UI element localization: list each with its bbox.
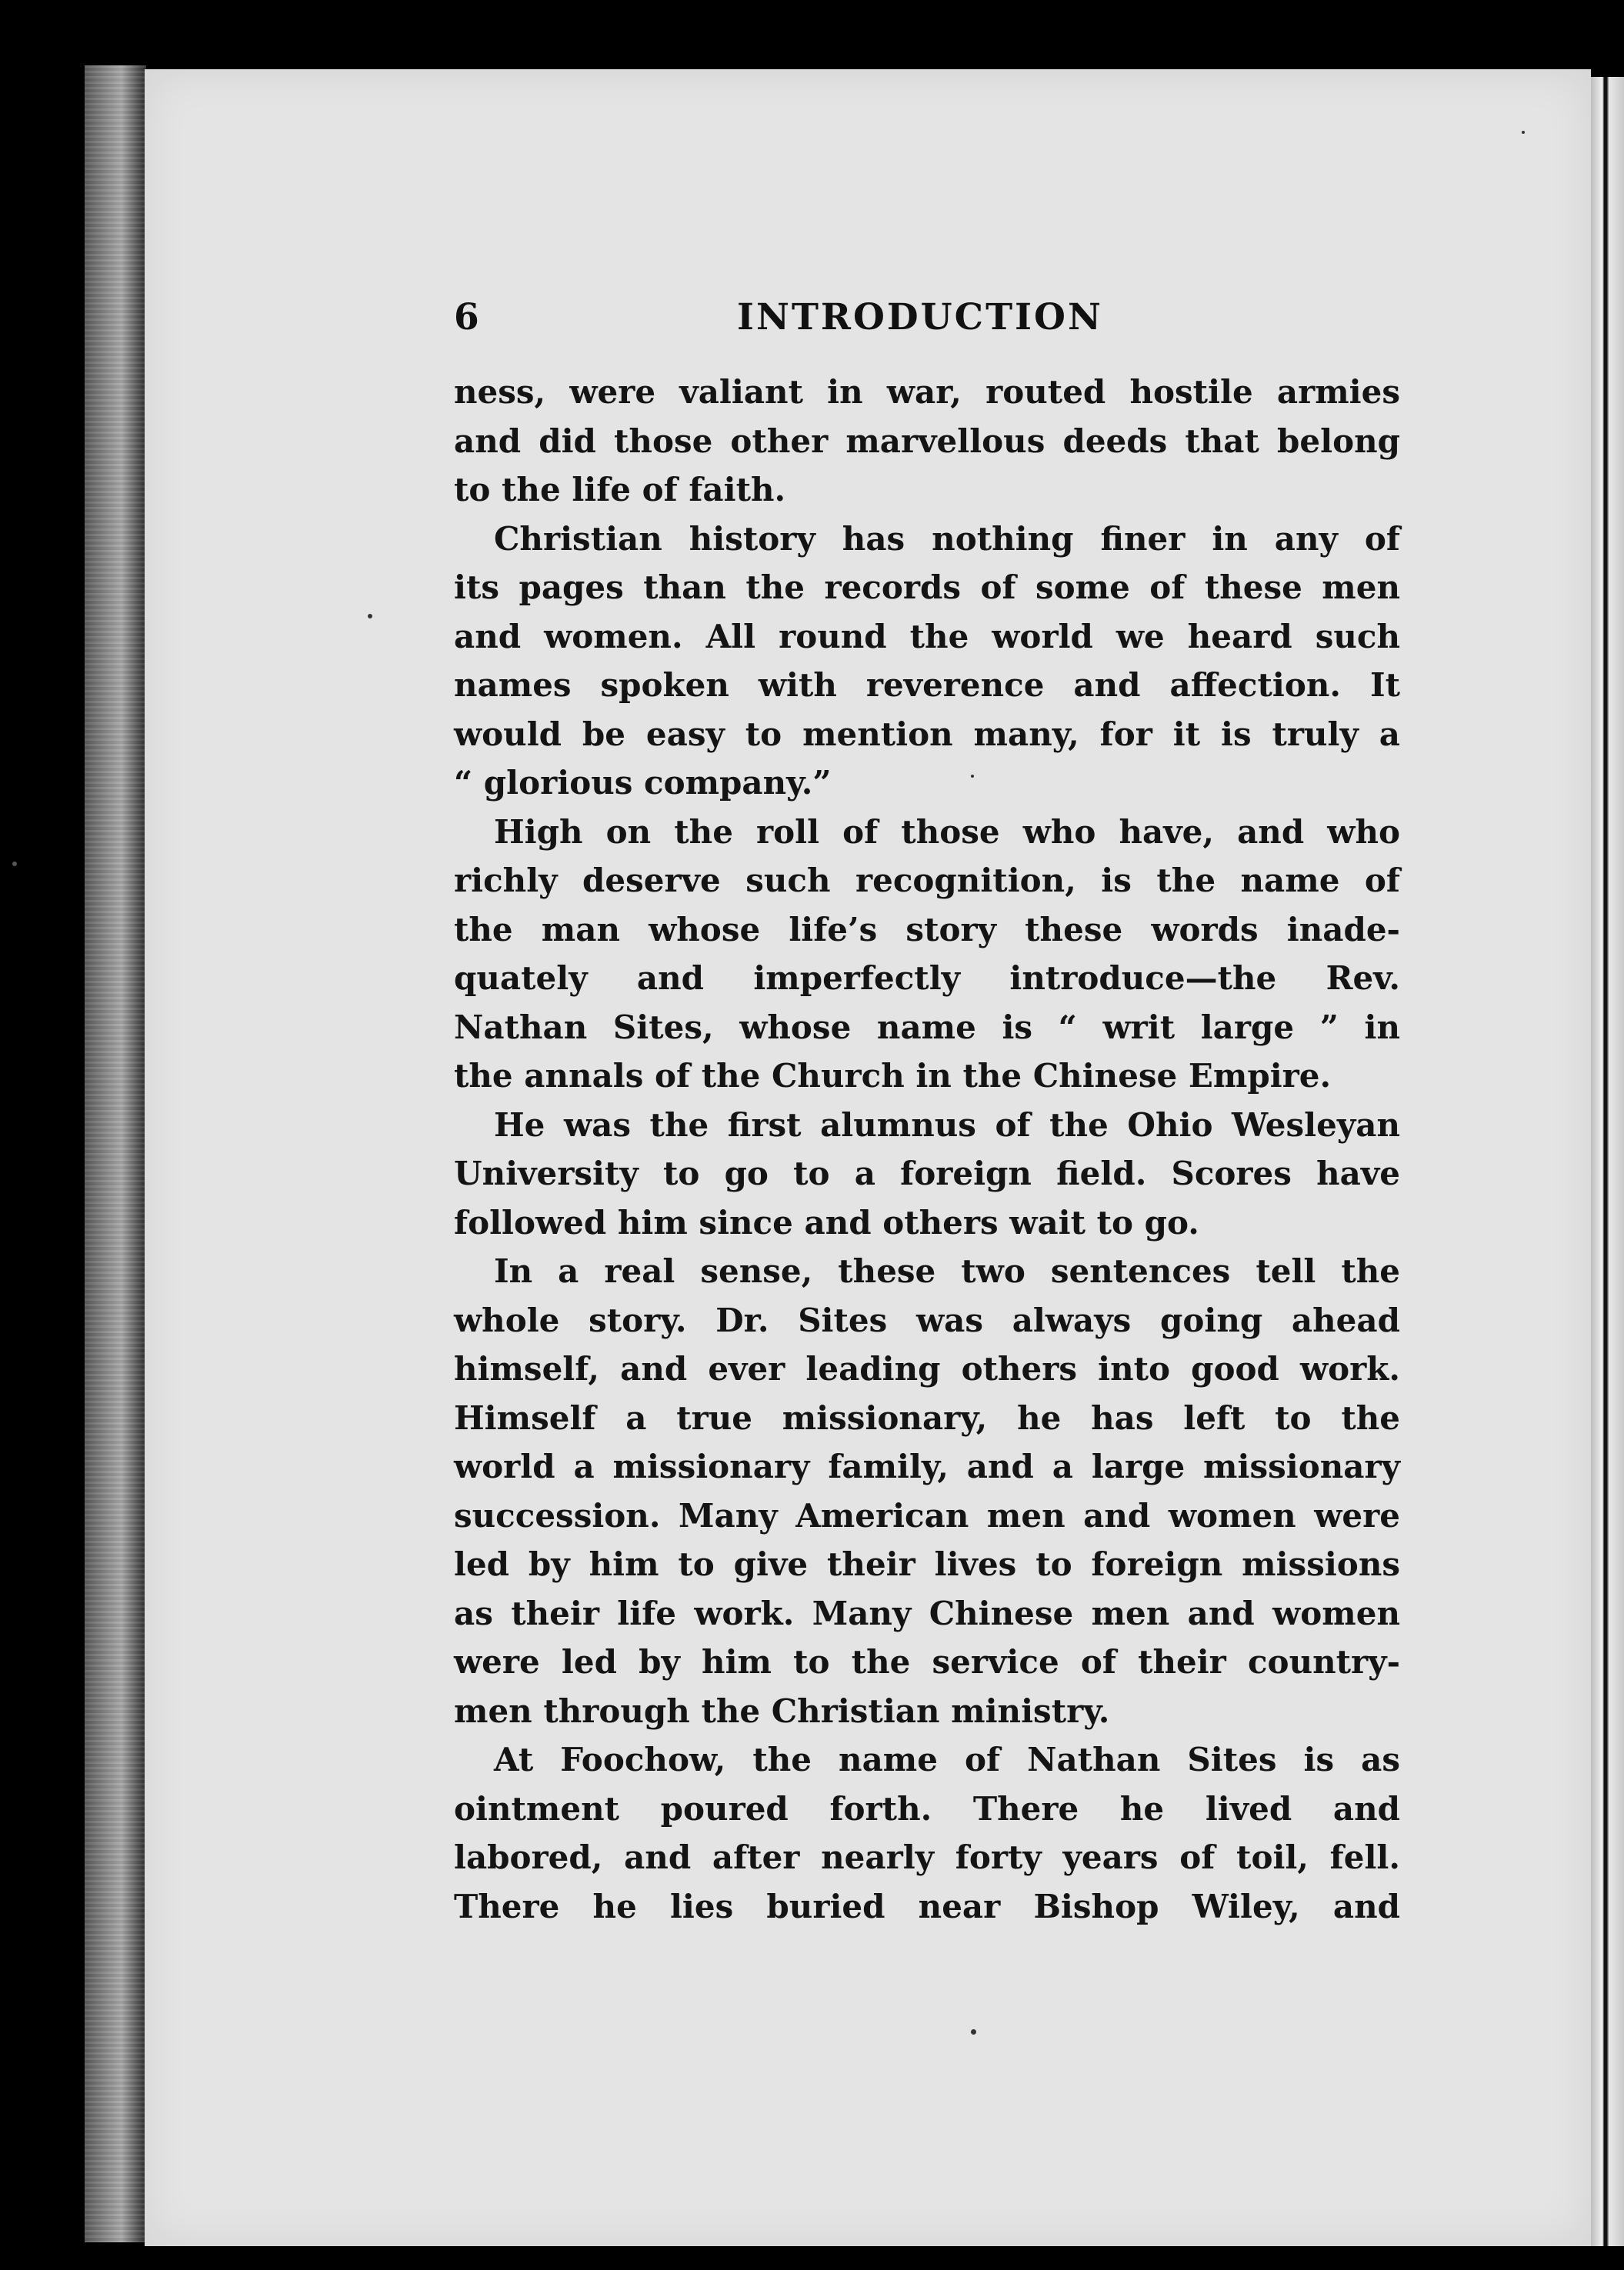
- text-line: whole story. Dr. Sites was always going ahead: [454, 1301, 1400, 1339]
- text-line: to the life of faith.: [454, 471, 786, 508]
- text-line: ness, were valiant in war, routed hostile armies: [454, 373, 1400, 411]
- page-header: [454, 296, 1400, 342]
- book-spine-edge: [85, 65, 146, 2242]
- page-edge-right: [1591, 77, 1624, 2270]
- text-line: and women. All round the world we heard such: [454, 617, 1400, 655]
- running-head: INTRODUCTION: [737, 296, 1103, 338]
- text-line: richly deserve such recognition, is the name of: [454, 862, 1400, 899]
- text-line: “ glorious company.”: [454, 764, 832, 802]
- text-line: its pages than the records of some of these men: [454, 568, 1400, 606]
- text-line: There he lies buried near Bishop Wiley, and: [454, 1887, 1400, 1925]
- text-line: University to go to a foreign field. Scores have: [454, 1155, 1400, 1192]
- text-line: Nathan Sites, whose name is “ writ large ” in: [454, 1008, 1400, 1046]
- text-line: world a missionary family, and a large missionary: [454, 1448, 1400, 1485]
- text-line: would be easy to mention many, for it is truly a: [454, 715, 1400, 753]
- text-line: as their life work. Many Chinese men and women: [454, 1594, 1400, 1632]
- text-line: At Foochow, the name of Nathan Sites is as: [494, 1741, 1400, 1778]
- scan-speck: [12, 862, 17, 866]
- text-line: In a real sense, these two sentences tell the: [494, 1252, 1400, 1290]
- text-line: names spoken with reverence and affection. It: [454, 666, 1400, 704]
- text-line: followed him since and others wait to go.: [454, 1203, 1199, 1242]
- text-line: the annals of the Church in the Chinese Empire.: [454, 1057, 1332, 1095]
- text-line: were led by him to the service of their country-: [454, 1643, 1400, 1681]
- text-line: succession. Many American men and women were: [454, 1496, 1400, 1535]
- text-line: Himself a true missionary, he has left to the: [454, 1398, 1400, 1437]
- text-line: and did those other marvellous deeds that belong: [454, 422, 1400, 460]
- text-line: ointment poured forth. There he lived and: [454, 1789, 1400, 1828]
- text-line: the man whose life’s story these words inade-: [454, 910, 1400, 948]
- scan-border-top: [0, 0, 1624, 69]
- text-line: labored, and after nearly forty years of toil, fell.: [454, 1838, 1400, 1876]
- text-line: High on the roll of those who have, and who: [494, 812, 1400, 851]
- scan-speck: [971, 775, 974, 778]
- page-number: 6: [454, 296, 480, 338]
- text-line: men through the Christian ministry.: [454, 1692, 1110, 1730]
- scan-speck: [368, 614, 372, 618]
- text-line: Christian history has nothing finer in any of: [494, 519, 1400, 558]
- text-line: led by him to give their lives to foreign missions: [454, 1545, 1400, 1583]
- text-line: himself, and ever leading others into good work.: [454, 1350, 1400, 1388]
- scan-border-bottom: [0, 2246, 1624, 2270]
- text-line: quately and imperfectly introduce—the Rev.: [454, 959, 1400, 997]
- body-text: [454, 368, 1400, 1931]
- scan-speck: [971, 2029, 976, 2035]
- scan-speck: [1522, 131, 1525, 134]
- text-line: He was the first alumnus of the Ohio Wesleyan: [494, 1105, 1400, 1144]
